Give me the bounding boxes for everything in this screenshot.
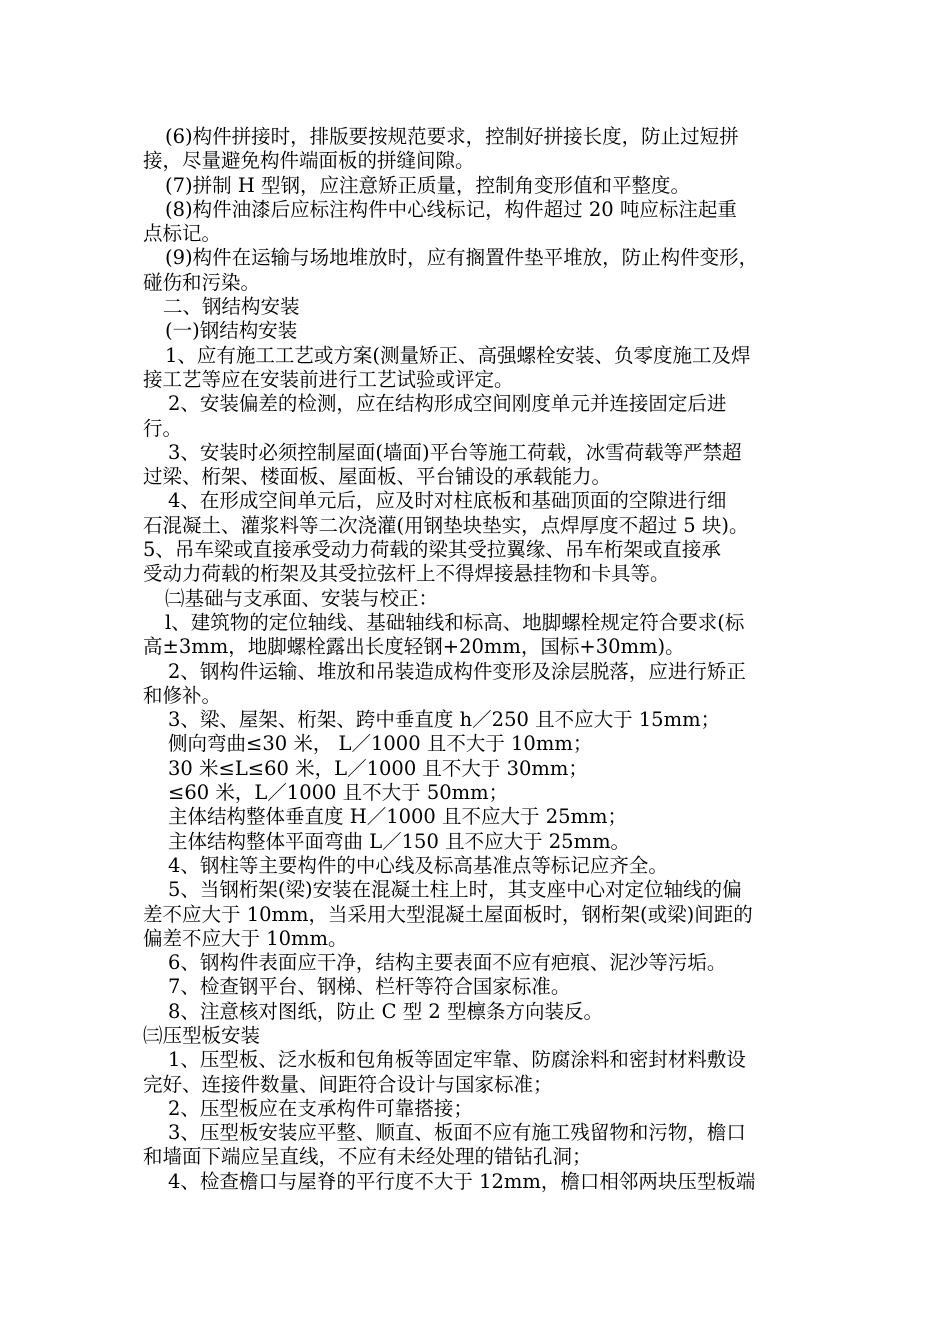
subsection-heading: ㈢压型板安装	[143, 1023, 261, 1047]
text-line: 行。	[143, 416, 183, 440]
text-line: 主体结构整体垂直度 H／1000 且不应大于 25mm；	[168, 805, 628, 829]
text-line: 侧向弯曲≤30 米， L／1000 且不大于 10mm；	[168, 732, 593, 756]
text-line: 偏差不应大于 10mm。	[143, 926, 348, 950]
text-line: 完好、连接件数量、间距符合设计与国家标准；	[143, 1072, 553, 1096]
subsection-heading: (一)钢结构安装	[165, 319, 298, 343]
text-line: 4、检查檐口与屋脊的平行度不大于 12mm，檐口相邻两块压型板端	[168, 1169, 756, 1193]
text-line: 2、钢构件运输、堆放和吊装造成构件变形及涂层脱落，应进行矫正	[168, 659, 746, 683]
text-line: 1、应有施工工艺或方案(测量矫正、高强螺栓安装、负零度施工及焊	[165, 343, 751, 367]
document-body	[143, 125, 815, 1194]
text-line: 2、安装偏差的检测，应在结构形成空间刚度单元并连接固定后进	[168, 392, 727, 416]
section-heading: 二、钢结构安装	[163, 295, 300, 319]
text-line: 5、吊车梁或直接承受动力荷载的梁其受拉翼缘、吊车桁架或直接承	[143, 538, 721, 562]
text-line: 4、钢柱等主要构件的中心线及标高基准点等标记应齐全。	[168, 853, 668, 877]
text-line: (7)拼制 H 型钢，应注意矫正质量，控制角变形值和平整度。	[165, 173, 691, 197]
text-line: (9)构件在运输与场地堆放时，应有搁置件垫平堆放，防止构件变形，	[165, 246, 759, 270]
text-line: 高±3mm，地脚螺栓露出长度轻钢+20mm，国标+30mm)。	[143, 635, 685, 659]
text-line: 5、当钢桁架(梁)安装在混凝土柱上时，其支座中心对定位轴线的偏	[168, 878, 742, 902]
text-line: 4、在形成空间单元后，应及时对柱底板和基础顶面的空隙进行细	[168, 489, 727, 513]
text-line: 和修补。	[143, 683, 222, 707]
text-line: 3、压型板安装应平整、顺直、板面不应有施工残留物和污物，檐口	[168, 1121, 746, 1145]
text-line: ≤60 米，L／1000 且不大于 50mm；	[168, 781, 509, 805]
text-line: 和墙面下端应呈直线，不应有未经处理的错钻孔洞；	[143, 1145, 592, 1169]
text-line: 7、检查钢平台、钢梯、栏杆等符合国家标准。	[168, 975, 571, 999]
text-line: (8)构件油漆后应标注构件中心线标记，构件超过 20 吨应标注起重	[165, 197, 737, 221]
text-line: 差不应大于 10mm，当采用大型混凝土屋面板时，钢桁架(或梁)间距的	[143, 902, 753, 926]
text-line: 6、钢构件表面应干净，结构主要表面不应有疤痕、泥沙等污垢。	[168, 951, 727, 975]
text-line: 1、压型板、泛水板和包角板等固定牢靠、防腐涂料和密封材料敷设	[168, 1048, 746, 1072]
text-line: 石混凝土、灌浆料等二次浇灌(用钢垫块垫实，点焊厚度不超过 5 块)。	[143, 513, 749, 537]
text-line: 点标记。	[143, 222, 222, 246]
text-line: 30 米≤L≤60 米，L／1000 且不大于 30mm；	[168, 756, 588, 780]
text-line: (6)构件拼接时，排版要按规范要求，控制好拼接长度，防止过短拼	[165, 125, 739, 148]
text-line: 8、注意核对图纸，防止 C 型 2 型檩条方向装反。	[168, 999, 604, 1023]
text-line: 接工艺等应在安装前进行工艺试验或评定。	[143, 367, 514, 391]
text-line: 过梁、桁架、楼面板、屋面板、平台铺设的承载能力。	[143, 465, 612, 489]
text-line: 2、压型板应在支承构件可靠搭接；	[168, 1096, 473, 1120]
text-line: 主体结构整体平面弯曲 L／150 且不应大于 25mm。	[168, 829, 631, 853]
subsection-heading: ㈡基础与支承面、安装与校正：	[165, 586, 439, 610]
text-line: 受动力荷载的桁架及其受拉弦杆上不得焊接悬挂物和卡具等。	[143, 562, 670, 586]
text-line: 3、安装时必须控制屋面(墙面)平台等施工荷载，冰雪荷载等严禁超	[168, 440, 742, 464]
text-line: 碰伤和污染。	[143, 270, 261, 294]
text-line: 3、梁、屋架、桁架、跨中垂直度 h／250 且不应大于 15mm；	[168, 708, 721, 732]
text-line: 接，尽量避免构件端面板的拼缝间隙。	[143, 149, 475, 173]
text-line: l、建筑物的定位轴线、基础轴线和标高、地脚螺栓规定符合要求(标	[165, 610, 745, 634]
